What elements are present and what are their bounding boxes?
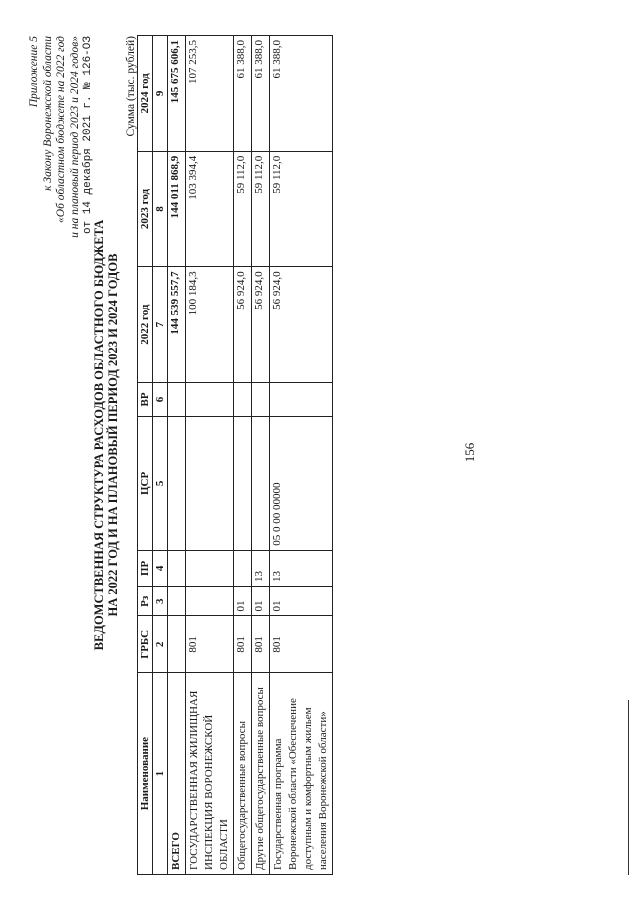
column-number: 9 (153, 36, 168, 152)
header-2024: 2024 год (138, 36, 153, 152)
cell-vr (252, 382, 270, 416)
header-2022: 2022 год (138, 267, 153, 383)
cell-grbs: 801 (252, 616, 270, 673)
cell-vr (270, 382, 333, 416)
appendix-title: Приложение 5 (28, 36, 40, 108)
cell-name: ГОСУДАРСТВЕННАЯ ЖИЛИЩНАЯ ИНСПЕКЦИЯ ВОРОНЕЖСКОЙ ОБЛАСТИ (186, 673, 234, 875)
cell-vr (186, 382, 234, 416)
column-number: 7 (153, 267, 168, 383)
cell-rz (168, 587, 186, 616)
cell-vr (234, 382, 252, 416)
cell-2023: 59 112,0 (270, 151, 333, 267)
cell-rz: 01 (252, 587, 270, 616)
cell-csr (252, 416, 270, 550)
title-line-2: НА 2022 ГОД И НА ПЛАНОВЫЙ ПЕРИОД 2023 И 2024 ГОДОВ (106, 253, 120, 617)
table-row-total (168, 36, 186, 875)
table-row (186, 36, 234, 875)
header-grbs: ГРБС (138, 616, 153, 673)
cell-name: Другие общегосударственные вопросы (252, 673, 270, 875)
appendix-law-name: «Об областном бюджете на 2022 год (55, 36, 67, 223)
cell-rz (186, 587, 234, 616)
cell-2023: 59 112,0 (234, 151, 252, 267)
table-row (234, 36, 252, 875)
table-header-row (138, 36, 153, 875)
cell-name: Общегосударственные вопросы (234, 673, 252, 875)
cell-2022: 56 924,0 (234, 267, 252, 383)
appendix-period: и на плановый период 2023 и 2024 годов» (68, 36, 81, 238)
cell-pr: 13 (270, 550, 333, 586)
cell-name: Государственная программа Воронежской области «Обеспечение доступным и комфортным жильем населения Воронежской области» (270, 673, 333, 875)
header-csr: ЦСР (138, 416, 153, 550)
cell-rz: 01 (270, 587, 333, 616)
cell-grbs (168, 616, 186, 673)
cell-csr (234, 416, 252, 550)
column-number: 2 (153, 616, 168, 673)
cell-2023: 103 394,4 (186, 151, 234, 267)
table-row (270, 36, 333, 875)
column-number: 4 (153, 550, 168, 586)
footer-divider (628, 700, 629, 875)
cell-pr (234, 550, 252, 586)
cell-grbs: 801 (234, 616, 252, 673)
column-number: 6 (153, 382, 168, 416)
cell-2023: 59 112,0 (252, 151, 270, 267)
cell-csr (168, 416, 186, 550)
cell-2024: 61 388,0 (270, 36, 333, 152)
column-number: 3 (153, 587, 168, 616)
column-number: 8 (153, 151, 168, 267)
table-column-numbers (153, 36, 168, 875)
cell-name: ВСЕГО (168, 673, 186, 875)
cell-pr (186, 550, 234, 586)
cell-2023: 144 011 868,9 (168, 151, 186, 267)
budget-table (137, 35, 333, 875)
cell-2024: 107 253,5 (186, 36, 234, 152)
cell-csr: 05 0 00 00000 (270, 416, 333, 550)
header-rz: Рз (138, 587, 153, 616)
cell-grbs: 801 (270, 616, 333, 673)
cell-2022: 56 924,0 (252, 267, 270, 383)
units-label: Сумма (тыс. рублей) (125, 36, 137, 137)
cell-2024: 145 675 606,1 (168, 36, 186, 152)
appendix-law: к Закону Воронежской области (41, 36, 54, 191)
table-row (252, 36, 270, 875)
header-vr: ВР (138, 382, 153, 416)
appendix-header (28, 36, 96, 456)
page-number: 156 (462, 442, 477, 463)
cell-rz: 01 (234, 587, 252, 616)
cell-pr (168, 550, 186, 586)
column-number: 5 (153, 416, 168, 550)
cell-2022: 144 539 557,7 (168, 267, 186, 383)
cell-2022: 100 184,3 (186, 267, 234, 383)
header-name: Наименование (138, 673, 153, 875)
cell-grbs: 801 (186, 616, 234, 673)
header-pr: ПР (138, 550, 153, 586)
document-title (92, 85, 120, 785)
header-2023: 2023 год (138, 151, 153, 267)
cell-2024: 61 388,0 (252, 36, 270, 152)
appendix-date: от 14 декабря 2021 г. № 126-ОЗ (82, 36, 94, 235)
title-line-1: ВЕДОМСТВЕННАЯ СТРУКТУРА РАСХОДОВ ОБЛАСТНОГО БЮДЖЕТА (92, 219, 106, 651)
cell-2022: 56 924,0 (270, 267, 333, 383)
cell-vr (168, 382, 186, 416)
cell-2024: 61 388,0 (234, 36, 252, 152)
cell-csr (186, 416, 234, 550)
column-number: 1 (153, 673, 168, 875)
cell-pr: 13 (252, 550, 270, 586)
